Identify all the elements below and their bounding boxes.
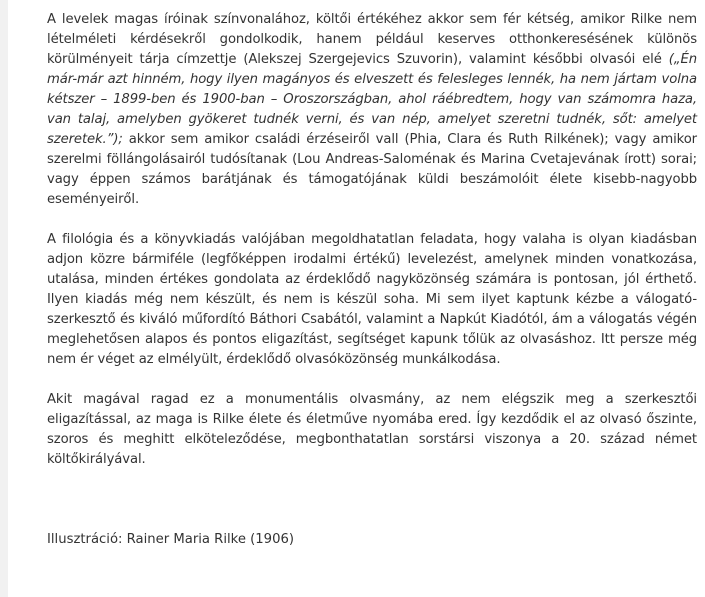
paragraph-rilke-letters (47, 10, 697, 210)
paragraph-philology: A filológia és a könyvkiadás valójában megoldhatatlan feladata, hogy valaha is olyan kiadásban adjon közre bármiféle (legfőképpen irodalmi értékű) levelezést, amelynek minden vonatkozása, utalása, minden értékes gondolata az érdeklődő nagyközönség számára is pontosan, jól érthető. Ilyen kiadás még nem készült, és nem is készül soha. Mi sem ilyet kaptunk kézbe a válogató-szerkesztő és kiváló műfordító Báthori Csabától, valamint a Napkút Kiadótól, ám a válogatás végén meglehetősen alapos és pontos eligazítást, segítséget kapunk tőlük az olvasáshoz. Itt persze még nem ér véget az elmélyült, érdeklődő olvasóközönség munkálkodása. (47, 232, 697, 367)
spacer (47, 490, 697, 530)
illustration-caption: Illusztráció: Rainer Maria Rilke (1906) (47, 532, 294, 547)
rilke-quote: („Én már-már azt hinném, hogy ilyen magányos és elveszett és felesleges lennék, ha nem jártam volna kétszer – 1899-ben és 1900-ban – Oroszországban, ahol ráébredtem, hogy van számomra haza, van talaj, amelyben gyökeret tudnék verni, és van nép, amelyet szeretni tudnék, sőt: amelyet szeretek.”); (47, 52, 697, 147)
paragraph-1-text-end: akkor sem amikor családi érzéseiről vall (Phia, Clara és Ruth Rilkének); vagy amikor szerelmi föllángolásairól tudósítanak (Lou Andreas-Saloménak és Marina Cvetajevának írott) sorai; vagy éppen számos barátjának és támogatójának küldi beszámolóit élete kisebb-nagyobb eseményeiről. (47, 132, 697, 207)
article-body (8, 0, 705, 597)
paragraph-reader: Akit magával ragad ez a monumentális olvasmány, az nem elégszik meg a szerkesztői eligazítással, az maga is Rilke élete és életműve nyomába ered. Így kezdődik el az olvasó őszinte, szoros és meghitt elköteleződése, megbonthatatlan sorstársi viszonya a 20. század német költőkirályával. (47, 392, 697, 467)
paragraph-1-text-start: A levelek magas íróinak színvonalához, költői értékéhez akkor sem fér kétség, amikor Rilke nem lételméleti kérdésekről gondolkodik, hanem például keserves otthonkeresésének különös körülményeit tárja címzettje (Alekszej Szergejevics Szuvorin), valamint későbbi olvasói elé (47, 12, 697, 67)
